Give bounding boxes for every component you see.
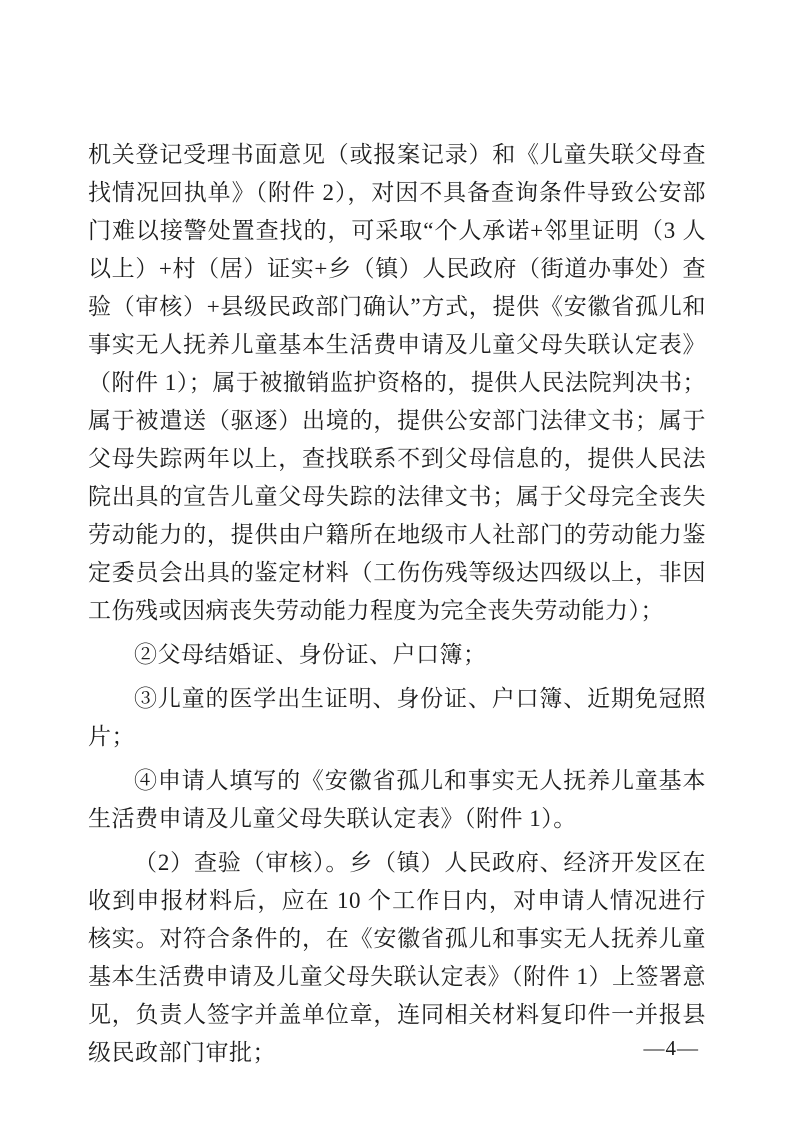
document-body bbox=[88, 136, 706, 1078]
paragraph-step-2: （2）查验（审核）。乡（镇）人民政府、经济开发区在收到申报材料后，应在 10 个工作日内，对申请人情况进行核实。对符合条件的，在《安徽省孤儿和事实无人抚养儿童基本生活费申请及儿童父母失联认定表》（附件 1）上签署意见，负责人签字并盖单位章，连同相关材料复印件一并报县级民政部门审批； bbox=[88, 850, 706, 1065]
page-number: —4— bbox=[643, 1036, 699, 1060]
paragraph-item-2: ②父母结婚证、身份证、户口簿； bbox=[134, 642, 487, 667]
paragraph-item-4: ④申请人填写的《安徽省孤儿和事实无人抚养儿童基本生活费申请及儿童父母失联认定表》（附件 1）。 bbox=[88, 768, 706, 831]
paragraph-item-3: ③儿童的医学出生证明、身份证、户口簿、近期免冠照片； bbox=[88, 686, 706, 749]
paragraph-continuation: 机关登记受理书面意见（或报案记录）和《儿童失联父母查找情况回执单》（附件 2），对因不具备查询条件导致公安部门难以接警处置查找的，可采取“个人承诺+邻里证明（3 人以上）+村（居）证实+乡（镇）人民政府（街道办事处）查验（审核）+县级民政部门确认”方式，提供《安徽省孤儿和事实无人抚养儿童基本生活费申请及儿童父母失联认定表》（附件 1）；属于被撤销监护资格的，提供人民法院判决书；属于被遣送（驱逐）出境的，提供公安部门法律文书；属于父母失踪两年以上，查找联系不到父母信息的，提供人民法院出具的宣告儿童父母失踪的法律文书；属于父母完全丧失劳动能力的，提供由户籍所在地级市人社部门的劳动能力鉴定委员会出具的鉴定材料（工伤伤残等级达四级以上，非因工伤残或因病丧失劳动能力程度为完全丧失劳动能力）； bbox=[88, 142, 706, 623]
